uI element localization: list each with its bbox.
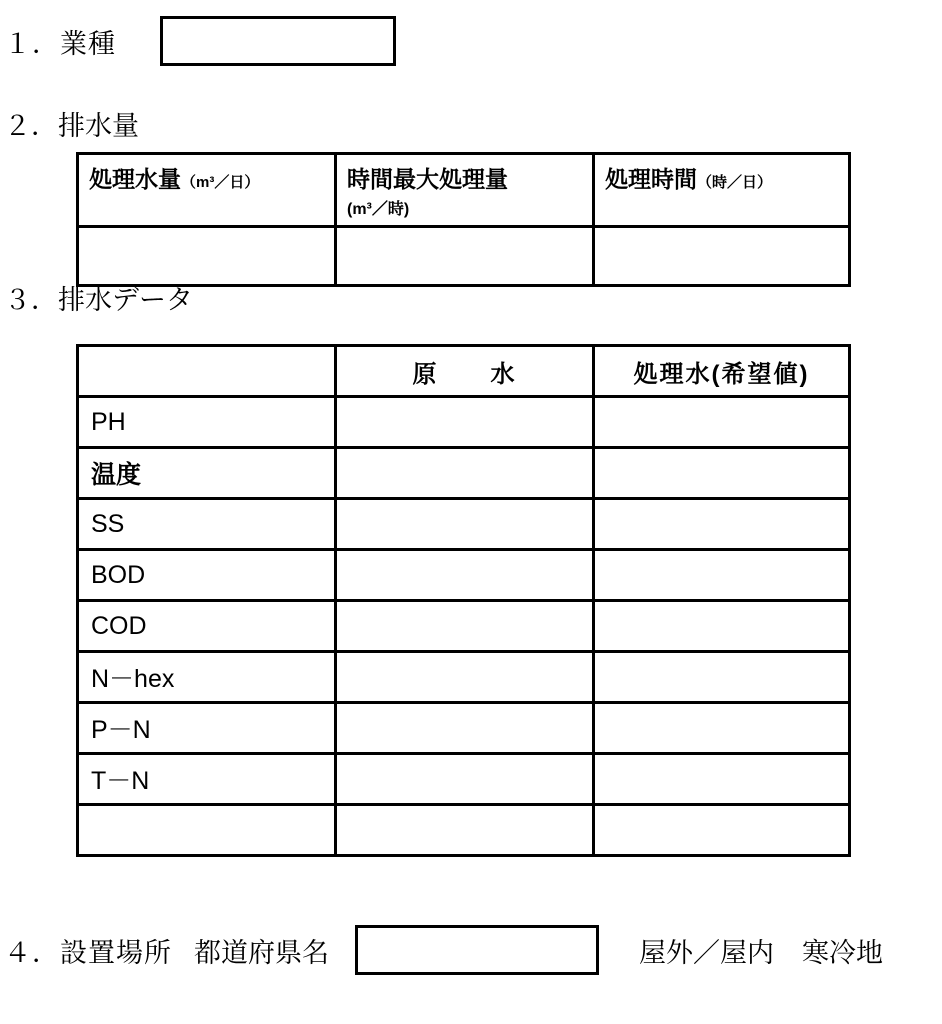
cell-cod-treated[interactable]	[594, 601, 850, 652]
row-label-bod: BOD	[78, 550, 336, 601]
table-row	[78, 227, 850, 286]
cell-blank-treated[interactable]	[594, 805, 850, 856]
cell-t-n-treated[interactable]	[594, 754, 850, 805]
row-label-n-hex: N－hex	[78, 652, 336, 703]
header-cell-hourly-max	[336, 154, 594, 227]
table-row	[78, 601, 850, 652]
cell-n-hex-raw[interactable]	[336, 652, 594, 703]
header-main-text: 処理時間	[605, 166, 697, 192]
cell-temperature-raw[interactable]	[336, 448, 594, 499]
section-installation	[0, 920, 942, 980]
prefecture-label: 都道府県名	[194, 937, 329, 968]
cell-ph-treated[interactable]	[594, 397, 850, 448]
section-industry	[0, 10, 942, 72]
header-main-text: 時間最大処理量	[347, 166, 508, 192]
section-industry-label: １．業種	[4, 28, 116, 59]
cell-ph-raw[interactable]	[336, 397, 594, 448]
row-label-cod: COD	[78, 601, 336, 652]
table-row	[78, 448, 850, 499]
cell-p-n-raw[interactable]	[336, 703, 594, 754]
prefecture-input[interactable]	[355, 925, 599, 975]
header-cell-raw-water: 原 水	[336, 346, 594, 397]
header-cell-item	[78, 346, 336, 397]
cell-ss-raw[interactable]	[336, 499, 594, 550]
table-header-row	[78, 154, 850, 227]
table-row	[78, 805, 850, 856]
cell-cod-raw[interactable]	[336, 601, 594, 652]
cell-blank-raw[interactable]	[336, 805, 594, 856]
row-label-ss: SS	[78, 499, 336, 550]
cell-treated-volume-value[interactable]	[78, 227, 336, 286]
section-drainage-volume-label: ２．排水量	[4, 111, 139, 141]
header-cell-treated-water: 処理水(希望値)	[594, 346, 850, 397]
header-cell-processing-time	[594, 154, 850, 227]
row-label-t-n: T－N	[78, 754, 336, 805]
cell-processing-time-value[interactable]	[594, 227, 850, 286]
row-label-temperature: 温度	[78, 448, 336, 499]
header-cell-treated-volume	[78, 154, 336, 227]
table-row	[78, 397, 850, 448]
header-unit-text: （m³／日）	[181, 174, 260, 191]
table-row	[78, 550, 850, 601]
table-row	[78, 754, 850, 805]
cell-p-n-treated[interactable]	[594, 703, 850, 754]
header-main-text: 処理水量	[89, 166, 181, 192]
header-unit-text: （時／日）	[697, 174, 773, 191]
outdoor-indoor-option[interactable]: 屋外／屋内	[639, 937, 774, 968]
table-row	[78, 499, 850, 550]
cell-bod-raw[interactable]	[336, 550, 594, 601]
industry-input[interactable]	[160, 16, 396, 66]
table-header-row	[78, 346, 850, 397]
table-row	[78, 652, 850, 703]
table-row	[78, 703, 850, 754]
drainage-volume-table	[76, 152, 851, 287]
cell-bod-treated[interactable]	[594, 550, 850, 601]
row-label-blank[interactable]	[78, 805, 336, 856]
cell-temperature-treated[interactable]	[594, 448, 850, 499]
cell-hourly-max-value[interactable]	[336, 227, 594, 286]
cold-region-option[interactable]: 寒冷地	[802, 937, 883, 968]
cell-ss-treated[interactable]	[594, 499, 850, 550]
cell-n-hex-treated[interactable]	[594, 652, 850, 703]
section-drainage-data-label: ３．排水データ	[4, 285, 193, 315]
section-installation-label: ４．設置場所	[4, 937, 172, 968]
cell-t-n-raw[interactable]	[336, 754, 594, 805]
drainage-data-table	[76, 344, 851, 857]
row-label-ph: PH	[78, 397, 336, 448]
header-sub-text: (m³／時)	[347, 201, 410, 218]
row-label-p-n: P－N	[78, 703, 336, 754]
